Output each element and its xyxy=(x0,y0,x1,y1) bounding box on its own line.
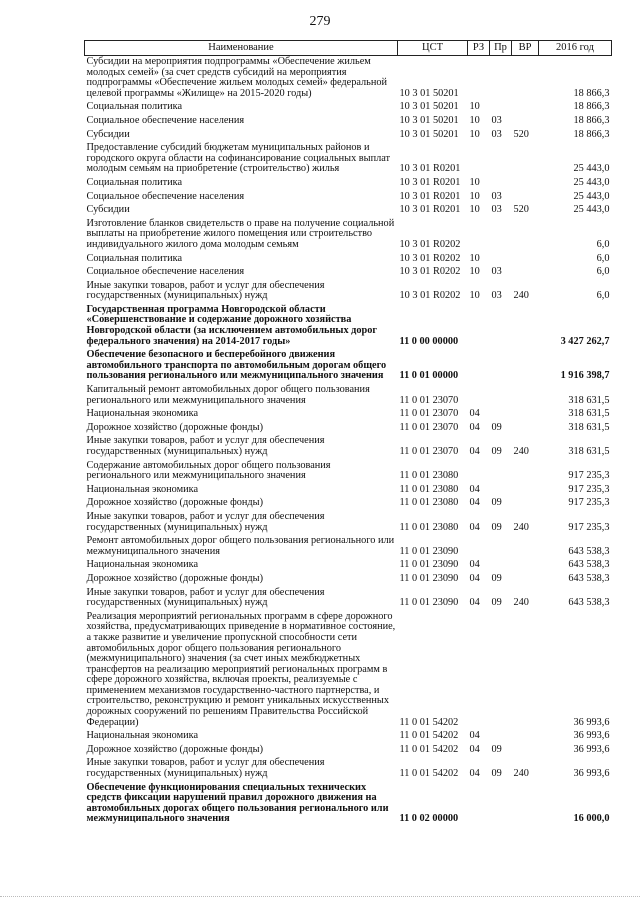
cell-name: Иные закупки товаров, работ и услуг для обеспечения государственных (муниципальных) нужд xyxy=(86,279,325,302)
table-row xyxy=(85,115,612,129)
cell-rz: 04 xyxy=(469,497,480,509)
table-row xyxy=(85,435,612,459)
cell-cst: 11 0 01 54202 xyxy=(399,743,459,755)
table-row xyxy=(85,218,612,253)
cell-name: Изготовление бланков свидетельств о праве на получение социальной выплаты на приобретение жилого помещения или строительство индивидуального жилого дома молодым семьям xyxy=(86,217,395,250)
cell-cst: 11 0 02 00000 xyxy=(399,813,459,825)
cell-pr xyxy=(490,460,512,484)
cell-name: Обеспечение функционирования специальных технических средств фиксации нарушений правил дорожного движения на автомобильных дорогах общего пользования регионального или межмуниципального значения xyxy=(86,781,389,825)
cell-sum: 16 000,0 xyxy=(573,813,610,825)
cell-sum: 36 993,6 xyxy=(573,743,610,755)
cell-sum: 643 538,3 xyxy=(568,545,610,557)
cell-rz: 04 xyxy=(469,559,480,571)
cell-cst: 11 0 01 23080 xyxy=(399,497,459,509)
cell-pr xyxy=(490,782,512,827)
cell-rz xyxy=(468,56,490,102)
table-row xyxy=(85,573,612,587)
cell-name: Субсидии xyxy=(86,128,130,140)
cell-cst: 11 0 01 23080 xyxy=(399,483,459,495)
cell-sum: 36 993,6 xyxy=(573,730,610,742)
cell-sum: 318 631,5 xyxy=(568,421,610,433)
cell-rz xyxy=(468,611,490,731)
cell-sum: 18 866,3 xyxy=(573,128,610,140)
cell-rz xyxy=(468,535,490,559)
cell-cst: 10 3 01 50201 xyxy=(399,114,459,126)
cell-name: Национальная экономика xyxy=(86,559,199,571)
header-name: Наименование xyxy=(85,41,398,56)
cell-rz xyxy=(468,304,490,349)
cell-pr xyxy=(490,535,512,559)
cell-vr xyxy=(512,611,539,731)
table-row xyxy=(85,422,612,436)
table-row xyxy=(85,304,612,349)
cell-vr: 520 xyxy=(513,128,529,140)
cell-vr xyxy=(512,408,539,422)
cell-pr: 09 xyxy=(491,768,502,780)
table-row xyxy=(85,730,612,744)
cell-pr xyxy=(490,611,512,731)
cell-name: Субсидии xyxy=(86,204,130,216)
cell-cst: 11 0 01 23070 xyxy=(399,408,459,420)
cell-name: Иные закупки товаров, работ и услуг для обеспечения государственных (муниципальных) нужд xyxy=(86,757,325,780)
cell-sum: 917 235,3 xyxy=(568,483,610,495)
cell-vr: 520 xyxy=(513,204,529,216)
cell-cst: 10 3 01 50201 xyxy=(399,101,459,113)
cell-rz xyxy=(468,218,490,253)
cell-rz xyxy=(468,782,490,827)
cell-rz: 10 xyxy=(469,190,480,202)
cell-cst: 11 0 01 23070 xyxy=(399,446,459,457)
header-vr: ВР xyxy=(512,41,539,56)
cell-name: Дорожное хозяйство (дорожные фонды) xyxy=(86,572,264,584)
cell-vr xyxy=(512,422,539,436)
cell-sum: 25 443,0 xyxy=(573,204,610,216)
cell-pr: 09 xyxy=(491,497,502,509)
cell-pr: 03 xyxy=(491,114,502,126)
cell-pr: 09 xyxy=(491,597,502,609)
table-row xyxy=(85,280,612,304)
cell-cst: 10 3 01 R0202 xyxy=(399,238,461,250)
cell-rz: 10 xyxy=(469,128,480,140)
header-sum: 2016 год xyxy=(539,41,612,56)
cell-cst: 11 0 01 23070 xyxy=(399,394,459,406)
cell-cst: 11 0 01 23090 xyxy=(399,597,459,609)
cell-rz: 10 xyxy=(469,266,480,278)
table-row xyxy=(85,266,612,280)
cell-pr xyxy=(490,253,512,267)
cell-pr: 03 xyxy=(491,204,502,216)
cell-cst: 10 3 01 R0202 xyxy=(399,290,461,302)
cell-pr: 09 xyxy=(491,521,502,533)
cell-pr xyxy=(490,559,512,573)
cell-vr xyxy=(512,782,539,827)
cell-name: Социальная политика xyxy=(86,176,183,188)
cell-cst: 10 3 01 50201 xyxy=(399,128,459,140)
cell-cst: 11 0 01 00000 xyxy=(399,370,459,382)
cell-sum: 6,0 xyxy=(596,290,610,302)
table-row xyxy=(85,129,612,143)
cell-rz: 04 xyxy=(469,521,480,533)
cell-pr: 09 xyxy=(491,743,502,755)
cell-cst: 10 3 01 50201 xyxy=(399,87,459,99)
table-row xyxy=(85,408,612,422)
cell-pr xyxy=(490,304,512,349)
cell-sum: 25 443,0 xyxy=(573,190,610,202)
cell-sum: 36 993,6 xyxy=(573,768,610,780)
table-row xyxy=(85,191,612,205)
table-row xyxy=(85,511,612,535)
table-row xyxy=(85,460,612,484)
cell-rz: 04 xyxy=(469,730,480,742)
budget-table xyxy=(84,40,612,827)
table-row xyxy=(85,142,612,177)
cell-name: Иные закупки товаров, работ и услуг для обеспечения государственных (муниципальных) нужд xyxy=(86,510,325,533)
cell-cst: 11 0 01 54202 xyxy=(399,716,459,728)
cell-pr xyxy=(490,142,512,177)
cell-vr xyxy=(512,535,539,559)
cell-vr: 240 xyxy=(513,768,529,780)
table-body xyxy=(85,56,612,828)
cell-vr xyxy=(512,218,539,253)
cell-vr xyxy=(512,56,539,102)
table-row xyxy=(85,177,612,191)
cell-pr: 09 xyxy=(491,572,502,584)
cell-name: Социальная политика xyxy=(86,101,183,113)
cell-sum: 6,0 xyxy=(596,252,610,264)
cell-sum: 3 427 262,7 xyxy=(560,335,610,347)
cell-name: Государственная программа Новгородской области «Совершенствование и содержание дорожного хозяйства Новгородской области (за исключением автомобильных дорог федерального значения) на 2014-2017 годы» xyxy=(86,303,378,347)
cell-pr xyxy=(490,56,512,102)
cell-name: Социальное обеспечение населения xyxy=(86,114,245,126)
table-row xyxy=(85,349,612,384)
cell-rz xyxy=(468,460,490,484)
table-row xyxy=(85,587,612,611)
cell-sum: 6,0 xyxy=(596,266,610,278)
header-pr: Пр xyxy=(490,41,512,56)
cell-cst: 10 3 01 R0201 xyxy=(399,163,461,175)
cell-rz: 04 xyxy=(469,446,480,457)
cell-name: Социальное обеспечение населения xyxy=(86,266,245,278)
cell-sum: 643 538,3 xyxy=(568,559,610,571)
cell-rz: 04 xyxy=(469,483,480,495)
cell-cst: 10 3 01 R0201 xyxy=(399,190,461,202)
cell-cst: 11 0 01 23080 xyxy=(399,521,459,533)
cell-vr xyxy=(512,191,539,205)
cell-name: Субсидии на мероприятия подпрограммы «Обеспечение жильем молодых семей» (за счет средств субсидий на мероприятия подпрограммы «Обеспечение жильем молодых семей» федеральной целевой программы «Жилище» на 2015-2020 годы) xyxy=(86,56,388,99)
cell-name: Национальная экономика xyxy=(86,408,199,420)
cell-rz: 10 xyxy=(469,290,480,302)
header-cst: ЦСТ xyxy=(398,41,468,56)
cell-vr: 240 xyxy=(513,290,529,302)
scan-artifact-line xyxy=(0,896,640,897)
cell-vr xyxy=(512,177,539,191)
cell-pr: 09 xyxy=(491,421,502,433)
cell-cst: 10 3 01 R0201 xyxy=(399,176,461,188)
cell-sum: 917 235,3 xyxy=(568,470,610,482)
table-row xyxy=(85,101,612,115)
cell-vr xyxy=(512,384,539,408)
cell-pr xyxy=(490,384,512,408)
cell-vr: 240 xyxy=(513,521,529,533)
table-row xyxy=(85,384,612,408)
cell-pr xyxy=(490,177,512,191)
cell-name: Национальная экономика xyxy=(86,483,199,495)
cell-vr xyxy=(512,460,539,484)
cell-pr: 03 xyxy=(491,128,502,140)
cell-cst: 11 0 01 54202 xyxy=(399,768,459,780)
cell-name: Иные закупки товаров, работ и услуг для обеспечения государственных (муниципальных) нужд xyxy=(86,586,325,609)
cell-name: Капитальный ремонт автомобильных дорог общего пользования регионального или межмуниципального значения xyxy=(86,384,370,406)
cell-name: Содержание автомобильных дорог общего пользования регионального или межмуниципального значения xyxy=(86,459,331,482)
table-row xyxy=(85,757,612,781)
cell-sum: 643 538,3 xyxy=(568,597,610,609)
cell-vr xyxy=(512,115,539,129)
cell-pr xyxy=(490,730,512,744)
cell-vr xyxy=(512,497,539,511)
cell-cst: 10 3 01 R0202 xyxy=(399,266,461,278)
cell-vr xyxy=(512,253,539,267)
cell-vr xyxy=(512,266,539,280)
table-row xyxy=(85,535,612,559)
cell-cst: 10 3 01 R0201 xyxy=(399,204,461,216)
cell-name: Социальная политика xyxy=(86,252,183,264)
table-row xyxy=(85,497,612,511)
cell-rz: 10 xyxy=(469,204,480,216)
cell-vr xyxy=(512,304,539,349)
cell-pr: 09 xyxy=(491,446,502,457)
cell-name: Ремонт автомобильных дорог общего пользования регионального или межмуниципального значения xyxy=(86,535,395,557)
table-row xyxy=(85,782,612,827)
cell-rz xyxy=(468,384,490,408)
cell-sum: 318 631,5 xyxy=(568,446,610,457)
cell-vr xyxy=(512,573,539,587)
table-row xyxy=(85,56,612,102)
cell-rz: 10 xyxy=(469,252,480,264)
cell-pr xyxy=(490,484,512,498)
cell-vr xyxy=(512,101,539,115)
cell-rz: 04 xyxy=(469,572,480,584)
cell-name: Социальное обеспечение населения xyxy=(86,190,245,202)
cell-sum: 18 866,3 xyxy=(573,87,610,99)
cell-name: Дорожное хозяйство (дорожные фонды) xyxy=(86,421,264,433)
cell-sum: 25 443,0 xyxy=(573,163,610,175)
cell-rz: 04 xyxy=(469,421,480,433)
cell-vr xyxy=(512,559,539,573)
cell-rz: 04 xyxy=(469,743,480,755)
table-row xyxy=(85,484,612,498)
table-row xyxy=(85,559,612,573)
cell-rz: 10 xyxy=(469,114,480,126)
cell-name: Реализация мероприятий региональных программ в сфере дорожного хозяйства, предусматривающих приведение в нормативное состояние, а также развитие и увеличение пропускной способности сети автомобильных дорог общего пользования регионального (межмуниципального) значения (за счет иных межбюджетных трансфертов на реализацию мероприятий региональных программ в сфере дорожного хозяйства, включая проекты, реализуемые с применением механизмов государственно-частного партнерства, и строительство, реконструкцию и ремонт уникальных искусственных дорожных сооружений по решениям Правительства Российской Федерации) xyxy=(86,610,396,728)
cell-sum: 917 235,3 xyxy=(568,521,610,533)
cell-cst: 11 0 00 00000 xyxy=(399,335,459,347)
cell-sum: 318 631,5 xyxy=(568,408,610,420)
cell-cst: 11 0 01 23090 xyxy=(399,559,459,571)
table-row xyxy=(85,744,612,758)
cell-sum: 643 538,3 xyxy=(568,572,610,584)
cell-cst: 11 0 01 23070 xyxy=(399,421,459,433)
cell-sum: 18 866,3 xyxy=(573,101,610,113)
cell-vr xyxy=(512,730,539,744)
cell-name: Дорожное хозяйство (дорожные фонды) xyxy=(86,497,264,509)
cell-rz: 04 xyxy=(469,408,480,420)
cell-sum: 318 631,5 xyxy=(568,394,610,406)
cell-rz: 10 xyxy=(469,176,480,188)
cell-pr: 03 xyxy=(491,290,502,302)
header-rz: РЗ xyxy=(468,41,490,56)
cell-rz: 04 xyxy=(469,768,480,780)
cell-sum: 25 443,0 xyxy=(573,176,610,188)
cell-name: Иные закупки товаров, работ и услуг для обеспечения государственных (муниципальных) нужд xyxy=(86,435,325,457)
cell-cst: 11 0 01 23090 xyxy=(399,545,459,557)
table-row xyxy=(85,611,612,731)
cell-cst: 11 0 01 54202 xyxy=(399,730,459,742)
cell-pr: 03 xyxy=(491,266,502,278)
cell-pr: 03 xyxy=(491,190,502,202)
cell-name: Дорожное хозяйство (дорожные фонды) xyxy=(86,743,264,755)
cell-sum: 917 235,3 xyxy=(568,497,610,509)
cell-sum: 6,0 xyxy=(596,238,610,250)
cell-vr xyxy=(512,349,539,384)
cell-cst: 11 0 01 23090 xyxy=(399,572,459,584)
cell-rz xyxy=(468,142,490,177)
cell-pr xyxy=(490,218,512,253)
cell-sum: 18 866,3 xyxy=(573,114,610,126)
table-row xyxy=(85,204,612,218)
cell-cst: 11 0 01 23080 xyxy=(399,470,459,482)
table-header-row xyxy=(85,41,612,56)
cell-sum: 1 916 398,7 xyxy=(560,370,610,382)
cell-cst: 10 3 01 R0202 xyxy=(399,252,461,264)
table-row xyxy=(85,253,612,267)
cell-pr xyxy=(490,408,512,422)
cell-rz: 04 xyxy=(469,597,480,609)
cell-name: Национальная экономика xyxy=(86,730,199,742)
cell-vr xyxy=(512,744,539,758)
cell-rz: 10 xyxy=(469,101,480,113)
cell-pr xyxy=(490,349,512,384)
cell-vr xyxy=(512,484,539,498)
cell-name: Обеспечение безопасного и бесперебойного движения автомобильного транспорта по автомобильным дорогам общего пользования регионального или межмуниципального значения xyxy=(86,349,387,382)
page-number: 279 xyxy=(309,14,331,29)
cell-vr: 240 xyxy=(513,446,529,457)
cell-sum: 36 993,6 xyxy=(573,716,610,728)
cell-vr: 240 xyxy=(513,597,529,609)
cell-name: Предоставление субсидий бюджетам муниципальных районов и городского округа области на софинансирование социальных выплат молодым семьям на приобретение (строительство) жилья xyxy=(86,142,391,175)
cell-pr xyxy=(490,101,512,115)
cell-vr xyxy=(512,142,539,177)
cell-rz xyxy=(468,349,490,384)
